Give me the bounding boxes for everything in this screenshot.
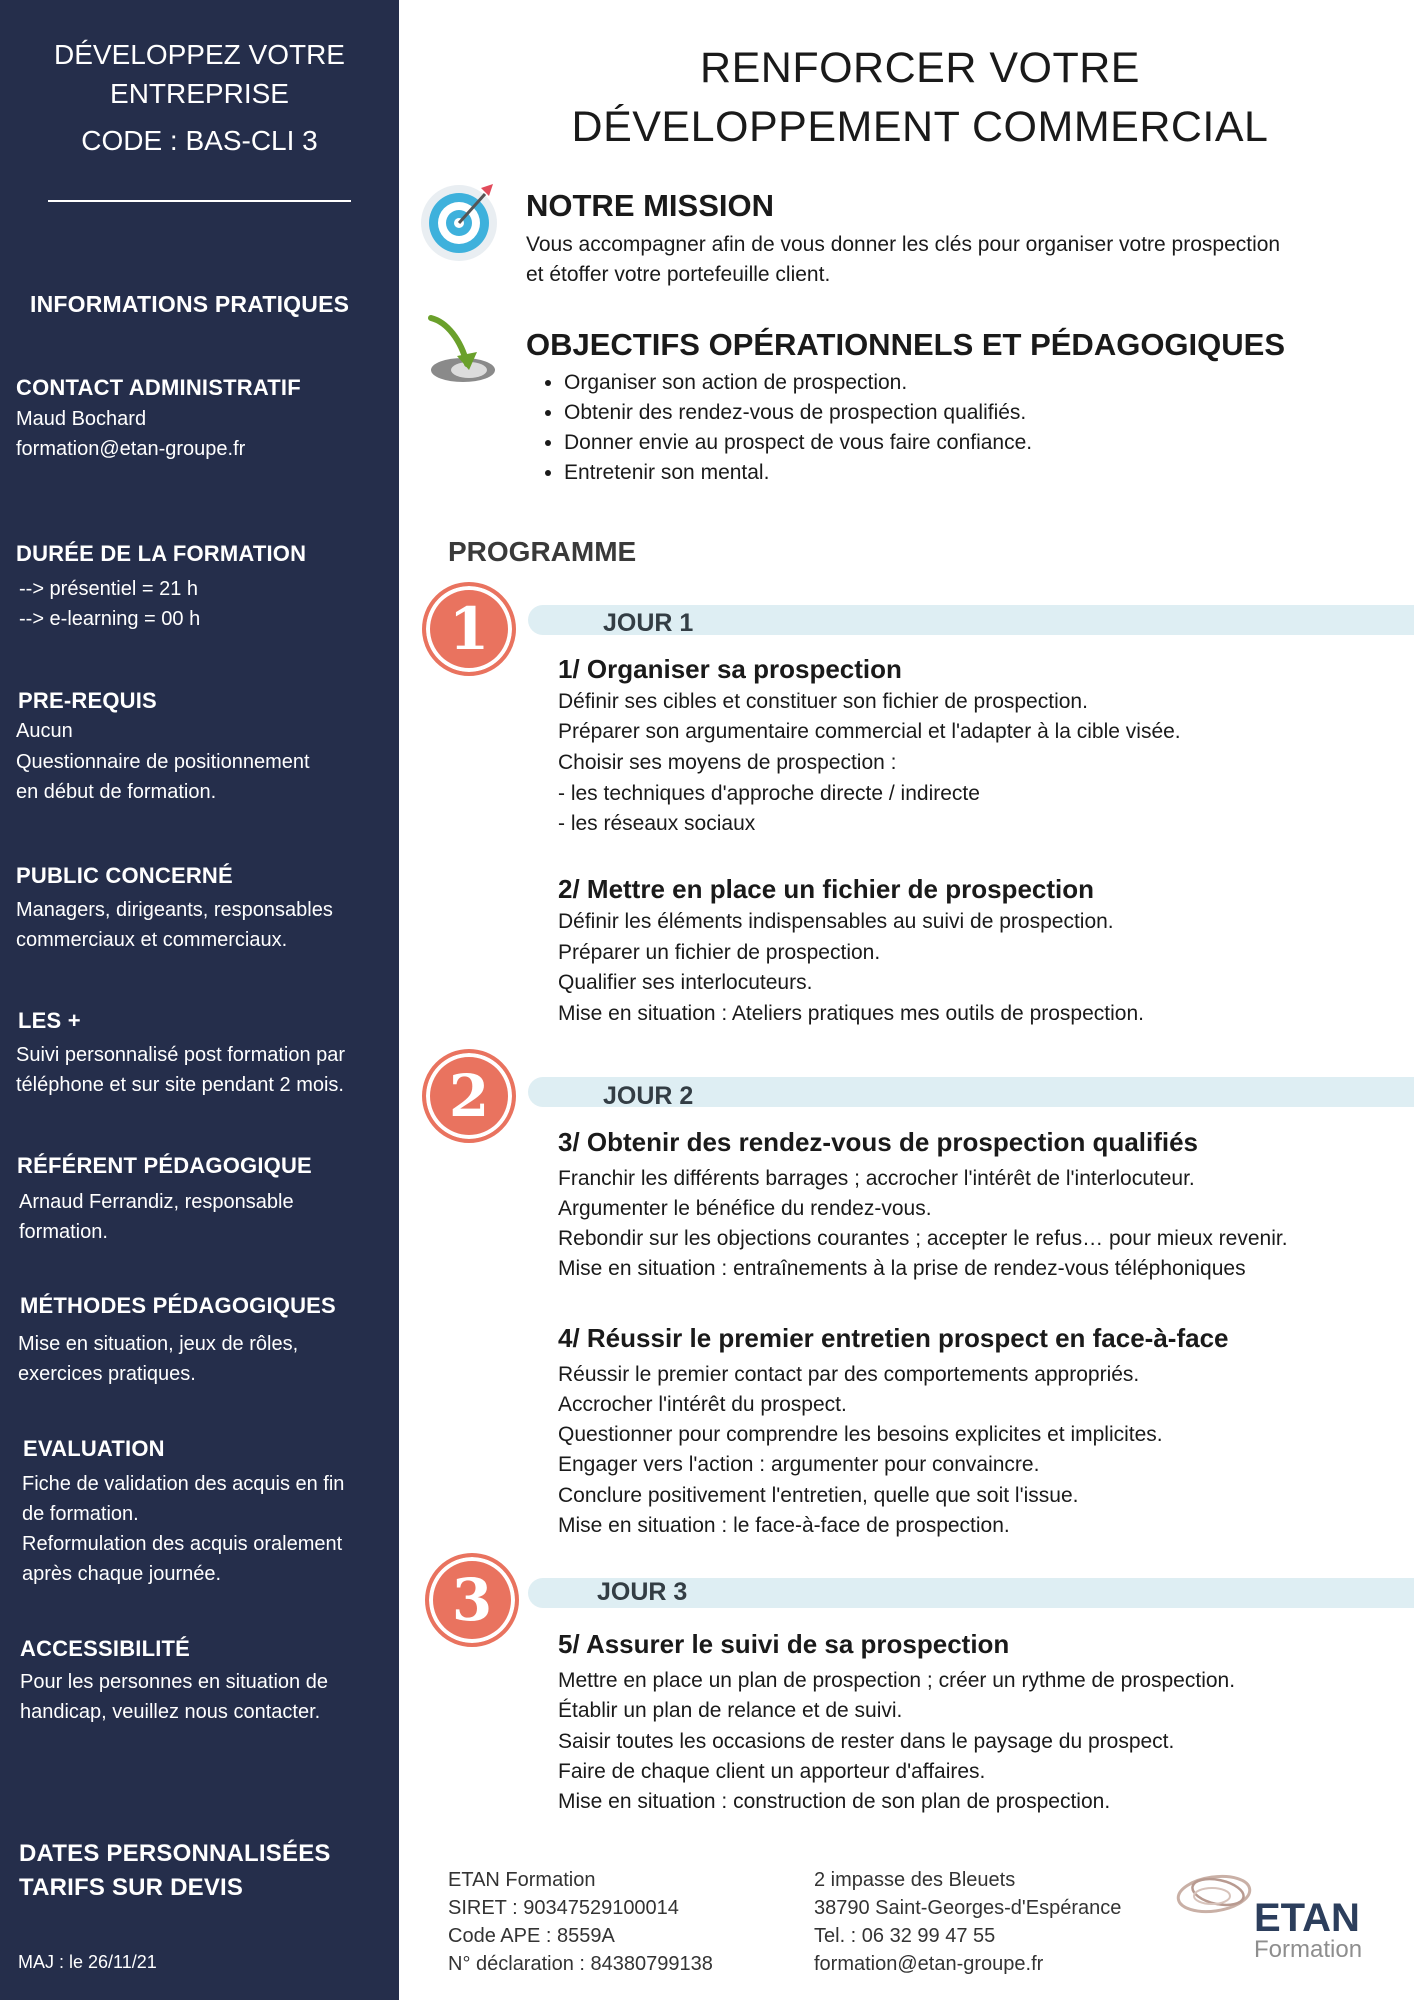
day-2-number: 2 bbox=[448, 1062, 490, 1130]
module-5-line: Mettre en place un plan de prospection ; créer un rythme de prospection. bbox=[558, 1669, 1236, 1692]
module-2-title: 2/ Mettre en place un fichier de prospection bbox=[558, 874, 1095, 904]
module-5-line: Faire de chaque client un apporteur d'affaires. bbox=[558, 1760, 986, 1783]
sidebar-header-line2: ENTREPRISE bbox=[110, 78, 289, 109]
footer-line: ETAN Formation bbox=[448, 1869, 596, 1891]
footer-address bbox=[814, 1866, 1121, 1978]
growth-arrow-icon bbox=[427, 312, 497, 384]
footer-company-info bbox=[448, 1866, 713, 1978]
duree-elearning: --> e-learning = 00 h bbox=[19, 608, 201, 630]
methodes-line: Mise en situation, jeux de rôles, bbox=[18, 1333, 299, 1355]
methodes-line: exercices pratiques. bbox=[18, 1363, 196, 1385]
day-1-badge bbox=[422, 582, 516, 676]
programme-title: PROGRAMME bbox=[448, 536, 637, 567]
module-4-line: Réussir le premier contact par des comportements appropriés. bbox=[558, 1363, 1140, 1386]
sidebar bbox=[0, 0, 399, 2000]
module-3-title: 3/ Obtenir des rendez-vous de prospection qualifiés bbox=[558, 1127, 1199, 1157]
module-4-line: Mise en situation : le face-à-face de prospection. bbox=[558, 1514, 1010, 1537]
footer-email[interactable]: formation@etan-groupe.fr bbox=[814, 1953, 1044, 1975]
mission-line: Vous accompagner afin de vous donner les clés pour organiser votre prospection bbox=[526, 233, 1281, 256]
prerequis-line: en début de formation. bbox=[16, 781, 217, 803]
contact-email[interactable]: formation@etan-groupe.fr bbox=[16, 438, 246, 460]
evaluation-line: Reformulation des acquis oralement bbox=[22, 1533, 343, 1555]
infos-pratiques-heading: INFORMATIONS PRATIQUES bbox=[30, 291, 350, 317]
module-5-line: Saisir toutes les occasions de rester dans le paysage du prospect. bbox=[558, 1730, 1175, 1753]
logo-subtitle: Formation bbox=[1254, 1936, 1363, 1963]
module-1-line: - les techniques d'approche directe / indirecte bbox=[558, 782, 980, 805]
footer-line: 2 impasse des Bleuets bbox=[814, 1869, 1016, 1891]
sidebar-divider bbox=[48, 200, 351, 202]
mission-title: NOTRE MISSION bbox=[526, 188, 775, 223]
plus-line: téléphone et sur site pendant 2 mois. bbox=[16, 1074, 344, 1096]
day-1-label: JOUR 1 bbox=[603, 609, 694, 637]
plus-line: Suivi personnalisé post formation par bbox=[16, 1044, 346, 1066]
module-2-line: Préparer un fichier de prospection. bbox=[558, 941, 881, 964]
objectifs-title: OBJECTIFS OPÉRATIONNELS ET PÉDAGOGIQUES bbox=[526, 327, 1286, 362]
public-line: Managers, dirigeants, responsables bbox=[16, 899, 333, 921]
day-2-label: JOUR 2 bbox=[603, 1082, 694, 1110]
target-icon bbox=[419, 180, 501, 262]
day-3-label: JOUR 3 bbox=[597, 1578, 688, 1606]
module-1-line: Préparer son argumentaire commercial et l'adapter à la cible visée. bbox=[558, 720, 1181, 743]
public-line: commerciaux et commerciaux. bbox=[16, 929, 288, 951]
day-1-number: 1 bbox=[448, 595, 490, 663]
sidebar-header-line1: DÉVELOPPEZ VOTRE bbox=[54, 39, 345, 70]
module-3-line: Franchir les différents barrages ; accrocher l'intérêt de l'interlocuteur. bbox=[558, 1167, 1195, 1190]
objectif-item: • Entretenir son mental. bbox=[564, 458, 1032, 488]
accessibilite-line: handicap, veuillez nous contacter. bbox=[20, 1701, 321, 1723]
mission-line: et étoffer votre portefeuille client. bbox=[526, 263, 831, 286]
module-4-title: 4/ Réussir le premier entretien prospect en face-à-face bbox=[558, 1323, 1229, 1353]
etan-swirl-logo-icon bbox=[1174, 1868, 1254, 1920]
module-4-line: Accrocher l'intérêt du prospect. bbox=[558, 1393, 847, 1416]
footer-line: 38790 Saint-Georges-d'Espérance bbox=[814, 1897, 1122, 1919]
tarifs-line: TARIFS SUR DEVIS bbox=[19, 1874, 244, 1901]
footer-line: N° déclaration : 84380799138 bbox=[448, 1953, 713, 1975]
public-title: PUBLIC CONCERNÉ bbox=[16, 863, 233, 888]
duree-title: DURÉE DE LA FORMATION bbox=[16, 541, 307, 566]
objectifs-list bbox=[526, 368, 1032, 488]
module-3-line: Argumenter le bénéfice du rendez-vous. bbox=[558, 1197, 932, 1220]
module-4-line: Questionner pour comprendre les besoins explicites et implicites. bbox=[558, 1423, 1163, 1446]
module-3-line: Rebondir sur les objections courantes ; accepter le refus… pour mieux revenir. bbox=[558, 1227, 1288, 1250]
dates-line: DATES PERSONNALISÉES bbox=[19, 1840, 331, 1867]
page-title: RENFORCER VOTRE bbox=[700, 44, 1140, 92]
module-1-line: - les réseaux sociaux bbox=[558, 812, 756, 835]
contact-name: Maud Bochard bbox=[16, 408, 147, 430]
logo-word: ETAN bbox=[1254, 1896, 1360, 1940]
contact-title: CONTACT ADMINISTRATIF bbox=[16, 375, 301, 400]
plus-title: LES + bbox=[18, 1008, 81, 1033]
course-code: CODE : BAS-CLI 3 bbox=[81, 125, 318, 156]
module-1-line: Choisir ses moyens de prospection : bbox=[558, 751, 897, 774]
methodes-title: MÉTHODES PÉDAGOGIQUES bbox=[20, 1293, 336, 1318]
module-4-line: Engager vers l'action : argumenter pour convaincre. bbox=[558, 1453, 1040, 1476]
referent-title: RÉFÉRENT PÉDAGOGIQUE bbox=[17, 1153, 312, 1178]
prerequis-title: PRE-REQUIS bbox=[18, 688, 157, 713]
objectif-item: • Organiser son action de prospection. bbox=[564, 368, 1032, 398]
footer-line: SIRET : 90347529100014 bbox=[448, 1897, 679, 1919]
duree-presentiel: --> présentiel = 21 h bbox=[19, 578, 198, 600]
day-2-badge bbox=[422, 1049, 516, 1143]
evaluation-line: Fiche de validation des acquis en fin bbox=[22, 1473, 345, 1495]
referent-line: Arnaud Ferrandiz, responsable bbox=[19, 1191, 294, 1213]
module-2-line: Définir les éléments indispensables au suivi de prospection. bbox=[558, 910, 1114, 933]
main-content bbox=[399, 0, 1414, 2000]
prerequis-line: Questionnaire de positionnement bbox=[16, 751, 310, 773]
prerequis-line: Aucun bbox=[16, 720, 73, 742]
module-4-line: Conclure positivement l'entretien, quelle que soit l'issue. bbox=[558, 1484, 1079, 1507]
page-title: DÉVELOPPEMENT COMMERCIAL bbox=[571, 103, 1269, 151]
footer-line: Tel. : 06 32 99 47 55 bbox=[814, 1925, 996, 1947]
module-1-line: Définir ses cibles et constituer son fichier de prospection. bbox=[558, 690, 1088, 713]
evaluation-line: de formation. bbox=[22, 1503, 139, 1525]
objectif-item: • Obtenir des rendez-vous de prospection qualifiés. bbox=[564, 398, 1032, 428]
module-3-line: Mise en situation : entraînements à la prise de rendez-vous téléphoniques bbox=[558, 1257, 1246, 1280]
module-1-title: 1/ Organiser sa prospection bbox=[558, 654, 902, 684]
footer-line: Code APE : 8559A bbox=[448, 1925, 615, 1947]
day-3-number: 3 bbox=[451, 1566, 493, 1634]
module-2-line: Qualifier ses interlocuteurs. bbox=[558, 971, 813, 994]
module-5-line: Établir un plan de relance et de suivi. bbox=[558, 1699, 903, 1722]
accessibilite-title: ACCESSIBILITÉ bbox=[20, 1636, 191, 1661]
referent-line: formation. bbox=[19, 1221, 108, 1243]
day-3-badge bbox=[425, 1553, 519, 1647]
evaluation-title: EVALUATION bbox=[23, 1436, 165, 1461]
module-2-line: Mise en situation : Ateliers pratiques mes outils de prospection. bbox=[558, 1002, 1144, 1025]
evaluation-line: après chaque journée. bbox=[22, 1563, 222, 1585]
module-5-line: Mise en situation : construction de son plan de prospection. bbox=[558, 1790, 1111, 1813]
accessibilite-line: Pour les personnes en situation de bbox=[20, 1671, 328, 1693]
module-5-title: 5/ Assurer le suivi de sa prospection bbox=[558, 1629, 1010, 1659]
maj-date: MAJ : le 26/11/21 bbox=[18, 1952, 157, 1972]
objectif-item: • Donner envie au prospect de vous faire confiance. bbox=[564, 428, 1032, 458]
